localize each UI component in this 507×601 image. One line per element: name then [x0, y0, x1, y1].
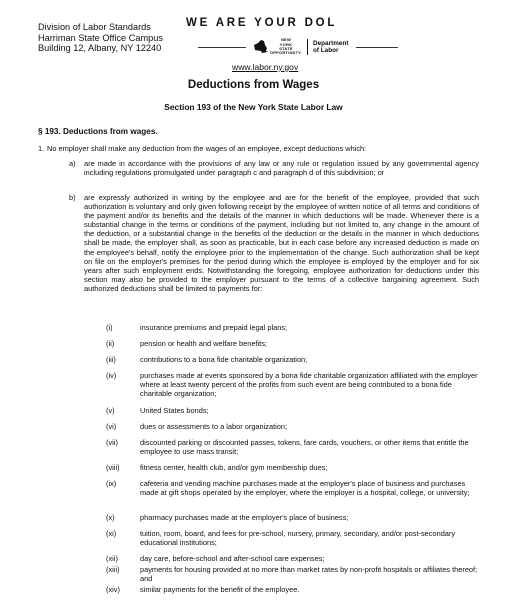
item-text: are expressly authorized in writing by the employee and are for the benefit of the employee, provided that such authorization is voluntary and only given following receipt by the employee of written notice of all terms and conditions of the payment and/or its benefits and the details of the manner in which deductions will be made. Whenever there is a substantial change in the terms or conditions of the payment, including but not limited to, any change in the amount of the deduction, or a substantial change in the benefits of the deduction or the details in the manner in which deductions shall be made, the employer shall, as soon as practicable, but in each case before any increased deduction is made on the employee's behalf, notify the employee prior to the implementation of the change. Such authorization shall be kept on file on the employer's premises for the period during which the employee is employed by the employer and for six years after such employment ends. Notwithstanding the foregoing, employee authorization for deductions under this section may also be provided to the employer pursuant to the terms of a collective bargaining agreement. Such authorized deductions shall be limited to payments for: — [84, 193, 479, 293]
subitem-text: purchases made at events sponsored by a bona fide charitable organization affiliated with the employer where at least twenty percent of the profits from such event are being contributed to a bona fide charitable organization; — [140, 371, 478, 399]
address-line: Harriman State Office Campus — [38, 32, 163, 43]
subitem-text: cafeteria and vending machine purchases made at the employer's place of business and purchases made at gift shops operated by the employer, where the employer is a hospital, college, or university; — [140, 479, 470, 498]
subitem-number: (ix) — [106, 479, 117, 488]
website-link[interactable]: www.labor.ny.gov — [232, 62, 299, 72]
department-wordmark: Department of Labor — [312, 39, 349, 54]
subitem-number: (xii) — [106, 554, 118, 563]
subitem-number: (xiii) — [106, 565, 120, 574]
subitem-text: contributions to a bona fide charitable organization; — [140, 355, 308, 364]
subitem-text: fitness center, health club, and/or gym membership dues; — [140, 463, 328, 472]
item-label: a) — [69, 159, 76, 168]
subitem-text: dues or assessments to a labor organization; — [140, 422, 288, 431]
item-text: are made in accordance with the provisions of any law or any rule or regulation issued by any governmental agency including regulations promulgated under paragraph c and paragraph d of this subdivision; or — [84, 159, 479, 178]
slogan: WE ARE YOUR DOL — [186, 17, 338, 29]
subitem-text: tuition, room, board, and fees for pre-school, nursery, primary, secondary, and/or post-secondary educational institutions; — [140, 529, 456, 548]
subitem-number: (vi) — [106, 422, 117, 431]
dol-logo — [198, 37, 398, 57]
item-label: b) — [69, 193, 76, 202]
address-line: Division of Labor Standards — [38, 22, 151, 32]
subitem-number: (viii) — [106, 463, 120, 472]
subitem-text: pension or health and welfare benefits; — [140, 339, 267, 348]
subitem-text: pharmacy purchases made at the employer's place of business; — [140, 513, 349, 522]
subitem-text: United States bonds; — [140, 406, 209, 415]
office-address — [38, 22, 163, 54]
logo-rule-left — [198, 47, 246, 48]
logo-divider — [307, 39, 308, 55]
paragraph-text: No employer shall make any deduction from the wages of an employee, except deductions which: — [47, 144, 367, 153]
subitem-text: discounted parking or discounted passes, tokens, fare cards, vouchers, or other items that entitle the employee to use mass transit; — [140, 438, 469, 457]
subitem-text: day care, before-school and after-school care expenses; — [140, 554, 325, 563]
address-line: Building 12, Albany, NY 12240 — [38, 43, 162, 54]
subitem-text: insurance premiums and prepaid legal plans; — [140, 323, 288, 332]
subitem-number: (iv) — [106, 371, 117, 380]
subitem-number: (v) — [106, 406, 115, 415]
subitem-number: (i) — [106, 323, 113, 332]
paragraph-number: 1. — [38, 144, 45, 153]
subitem-number: (xi) — [106, 529, 117, 538]
new-york-state-map-icon — [252, 39, 270, 55]
subitem-text: similar payments for the benefit of the employee. — [140, 585, 300, 594]
page-subtitle: Section 193 of the New York State Labor Law — [164, 102, 343, 112]
section-heading: § 193. Deductions from wages. — [38, 127, 158, 136]
logo-rule-right — [356, 47, 398, 48]
subitem-number: (ii) — [106, 339, 115, 348]
page-title: Deductions from Wages — [187, 79, 320, 91]
subitem-number: (xiv) — [106, 585, 120, 594]
subitem-text: payments for housing provided at no more than market rates by non-profit hospitals or affiliates thereof; and — [140, 565, 478, 584]
subitem-number: (x) — [106, 513, 115, 522]
nys-wordmark: NEW YORK STATE OPPORTUNITY. — [270, 37, 302, 56]
subitem-number: (iii) — [106, 355, 116, 364]
subitem-number: (vii) — [106, 438, 118, 447]
